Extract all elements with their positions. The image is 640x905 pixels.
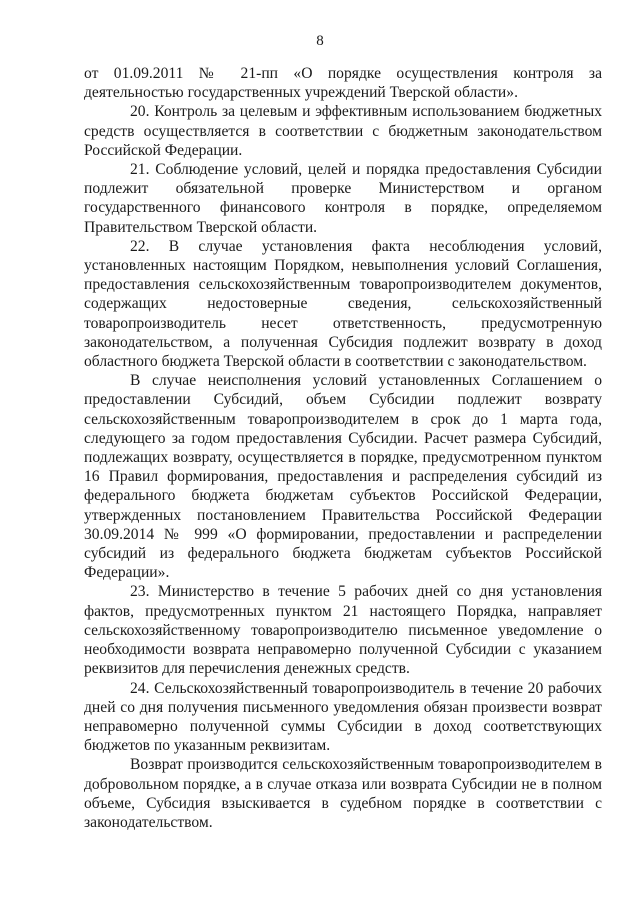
paragraph-24: 24. Сельскохозяйственный товаропроизводитель в течение 20 рабочих дней со дня получения письменного уведомления обязан произвести возврат неправомерно полученной суммы Субсидии в доход соответствующих бюджетов по указанным реквизитам. — [84, 679, 602, 755]
page-number: 8 — [316, 33, 324, 49]
paragraph-continuation: от 01.09.2011 № 21-пп «О порядке осуществления контроля за деятельностью государственных учреждений Тверской области». — [84, 65, 602, 102]
paragraph-20: 20. Контроль за целевым и эффективным использованием бюджетных средств осуществляется в соответствии с бюджетным законодательством Российской Федерации. — [84, 103, 602, 159]
paragraph-22-return: В случае неисполнения условий установленных Соглашением о предоставлении Субсидий, объем Субсидии подлежит возврату сельскохозяйственным товаропроизводителем в срок до 1 марта года, следующего за годом предоставления Субсидии. Расчет размера Субсидий, подлежащих возврату, осуществляется в порядке, предусмотренном пунктом 16 Правил формирования, предоставления и распределения субсидий из федерального бюджета бюджетам субъектов Российской Федерации, утвержденных постановлением Правительства Российской Федерации 30.09.2014 № 999 «О формировании, предоставлении и распределении субсидий из федерального бюджета бюджетам субъектов Российской Федерации». — [84, 372, 602, 582]
paragraph-21: 21. Соблюдение условий, целей и порядка предоставления Субсидии подлежит обязательной проверке Министерством и органом государственного финансового контроля в порядке, определяемом Правительством Тверской области. — [84, 161, 602, 236]
paragraph-23: 23. Министерство в течение 5 рабочих дней со дня установления фактов, предусмотренных пунктом 21 настоящего Порядка, направляет сельскохозяйственному товаропроизводителю письменное уведомление о необходимости возврата неправомерно полученной Субсидии с указанием реквизитов для перечисления денежных средств. — [84, 583, 602, 678]
paragraph-24-return: Возврат производится сельскохозяйственным товаропроизводителем в добровольном порядке, а в случае отказа или возврата Субсидии не в полном объеме, Субсидия взыскивается в судебном порядке в соответствии с законодательством. — [84, 756, 602, 831]
document-body — [84, 64, 602, 832]
paragraph-22: 22. В случае установления факта несоблюдения условий, установленных настоящим Порядком, невыполнения условий Соглашения, предоставления сельскохозяйственным товаропроизводителем документов, содержащих недостоверные сведения, сельскохозяйственный товаропроизводитель несет ответственность, предусмотренную законодательством, а полученная Субсидия подлежит возврату в доход областного бюджета Тверской области в соответствии с законодательством. — [84, 237, 602, 371]
